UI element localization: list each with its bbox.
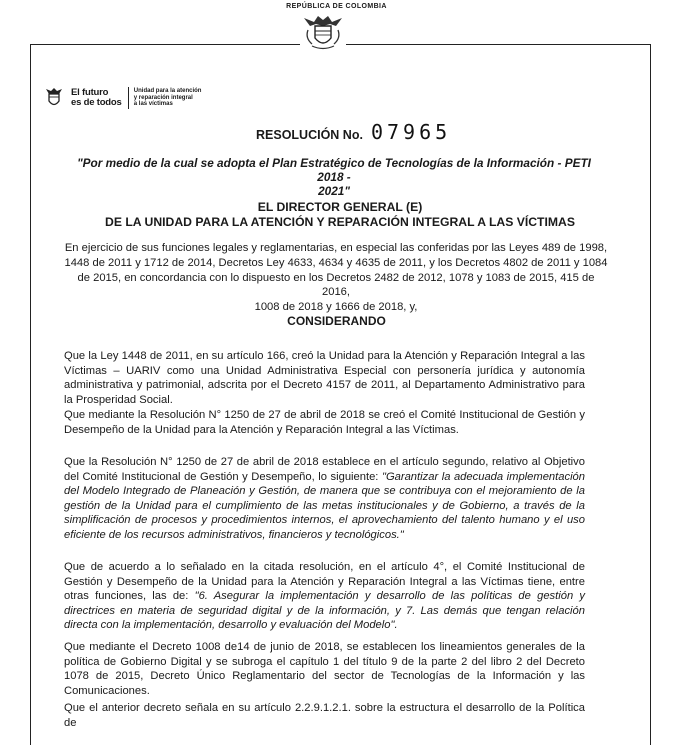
paragraph-5: Que mediante el Decreto 1008 de14 de junio de 2018, se establecen los lineamientos generales de la política de Gobierno Digital y se subroga el capítulo 1 del título 9 de la parte 2 del libro 2 del Decreto 1078 de 2015, Decreto Único Reglamentario del sector de Tecnologías de la Información y las Comunicaciones. <box>64 641 585 697</box>
logo-line-1: El futuro <box>71 87 109 98</box>
logo-line-2: es de todos <box>71 97 122 108</box>
logo-slogan <box>71 88 122 108</box>
considerando-heading: CONSIDERANDO <box>287 314 386 328</box>
resolution-title <box>256 120 451 144</box>
director-line-1: EL DIRECTOR GENERAL (E) <box>257 200 423 214</box>
paragraph-3-text: Que la Resolución N° 1250 de 27 de abril de 2018 establece en el artículo segundo, relativo al Objetivo del Comité Institucional de Gestión y Desempeño, lo siguiente: <box>64 456 585 483</box>
subject-line-2: 2021" <box>318 184 350 198</box>
legal-basis-line-4: 1008 de 2018 y 1666 de 2018, y, <box>254 301 418 314</box>
legal-basis-line-2: 1448 de 2011 y 1712 de 2014, Decretos Ley 4633, 4634 y 4635 de 2011, y los Decretos 4802 de 2011 y 1084 <box>64 256 608 269</box>
logo-sub-line-1: Unidad para la atención <box>133 88 202 95</box>
shield-icon <box>43 86 65 110</box>
resolution-subject <box>64 156 604 198</box>
legal-basis <box>64 241 608 315</box>
subject-line-1: "Por medio de la cual se adopta el Plan Estratégico de Tecnologías de la Información - PETI 2018 - <box>77 156 591 184</box>
logo-sub-line-2: y reparación integral <box>133 94 193 101</box>
director-line-2: DE LA UNIDAD PARA LA ATENCIÓN Y REPARACIÓN INTEGRAL A LAS VÍCTIMAS <box>105 214 575 229</box>
paragraph-4-text: Que de acuerdo a lo señalado en la citada resolución, en el artículo 4°, el Comité Institucional de Gestión y Desempeño de la Unidad para la Atención y Reparación Integral a las Víctimas tiene, entre otras funciones, las de: <box>64 561 585 603</box>
paragraph-4 <box>64 560 585 633</box>
paragraph-4-quote: "6. Asegurar la implementación y desarrollo de las políticas de gestión y directrices en materia de seguridad digital y de la información, y 7. Las demás que tengan relación directa con la implementación, desarrollo y evaluación del Modelo". <box>64 590 585 632</box>
paragraph-6: Que el anterior decreto señala en su artículo 2.2.9.1.2.1. sobre la estructura el desarrollo de la Política de <box>64 702 585 729</box>
country-header: REPÚBLICA DE COLOMBIA <box>286 3 387 10</box>
paragraph-2: Que mediante la Resolución N° 1250 de 27 de abril de 2018 se creó el Comité Institucional de Gestión y Desempeño de la Unidad para la Atención y Reparación Integral a las Víctimas. <box>64 409 585 436</box>
paragraph-3 <box>64 455 585 543</box>
entity-logo <box>43 84 201 112</box>
logo-entity-name <box>134 88 202 108</box>
resolution-label: RESOLUCIÓN No. <box>256 128 363 142</box>
logo-sub-line-3: a las víctimas <box>133 101 173 108</box>
logo-divider <box>128 87 129 109</box>
resolution-number: 07965 <box>370 120 452 144</box>
coat-of-arms-icon <box>300 12 346 52</box>
paragraph-1: Que la Ley 1448 de 2011, en su artículo 166, creó la Unidad para la Atención y Reparación Integral a las Víctimas – UARIV como una Unidad Administrativa Especial con personería jurídica y autonomía administrativa y patrimonial, adscrita por el Decreto 4157 de 2011, al Departamento Administrativo para la Prosperidad Social. <box>64 350 585 406</box>
director-heading <box>40 200 640 229</box>
legal-basis-line-3: de 2015, en concordancia con lo dispuesto en los Decretos 2482 de 2012, 1078 y 1083 de 2015, 415 de 2016, <box>77 271 595 299</box>
paragraph-3-quote: "Garantizar la adecuada implementación del Modelo Integrado de Planeación y Gestión, de manera que se contribuya con el mejoramiento de la gestión de la Unidad para el cumplimiento de las metas institucionales y de Gobierno, a través de la simplificación de procesos y procedimientos internos, el aprovechamiento del talento humano y el uso eficiente de los recursos administrativos, financieros y tecnológicos." <box>64 470 586 541</box>
legal-basis-line-1: En ejercicio de sus funciones legales y reglamentarias, en especial las conferidas por las Leyes 489 de 1998, <box>64 242 608 254</box>
